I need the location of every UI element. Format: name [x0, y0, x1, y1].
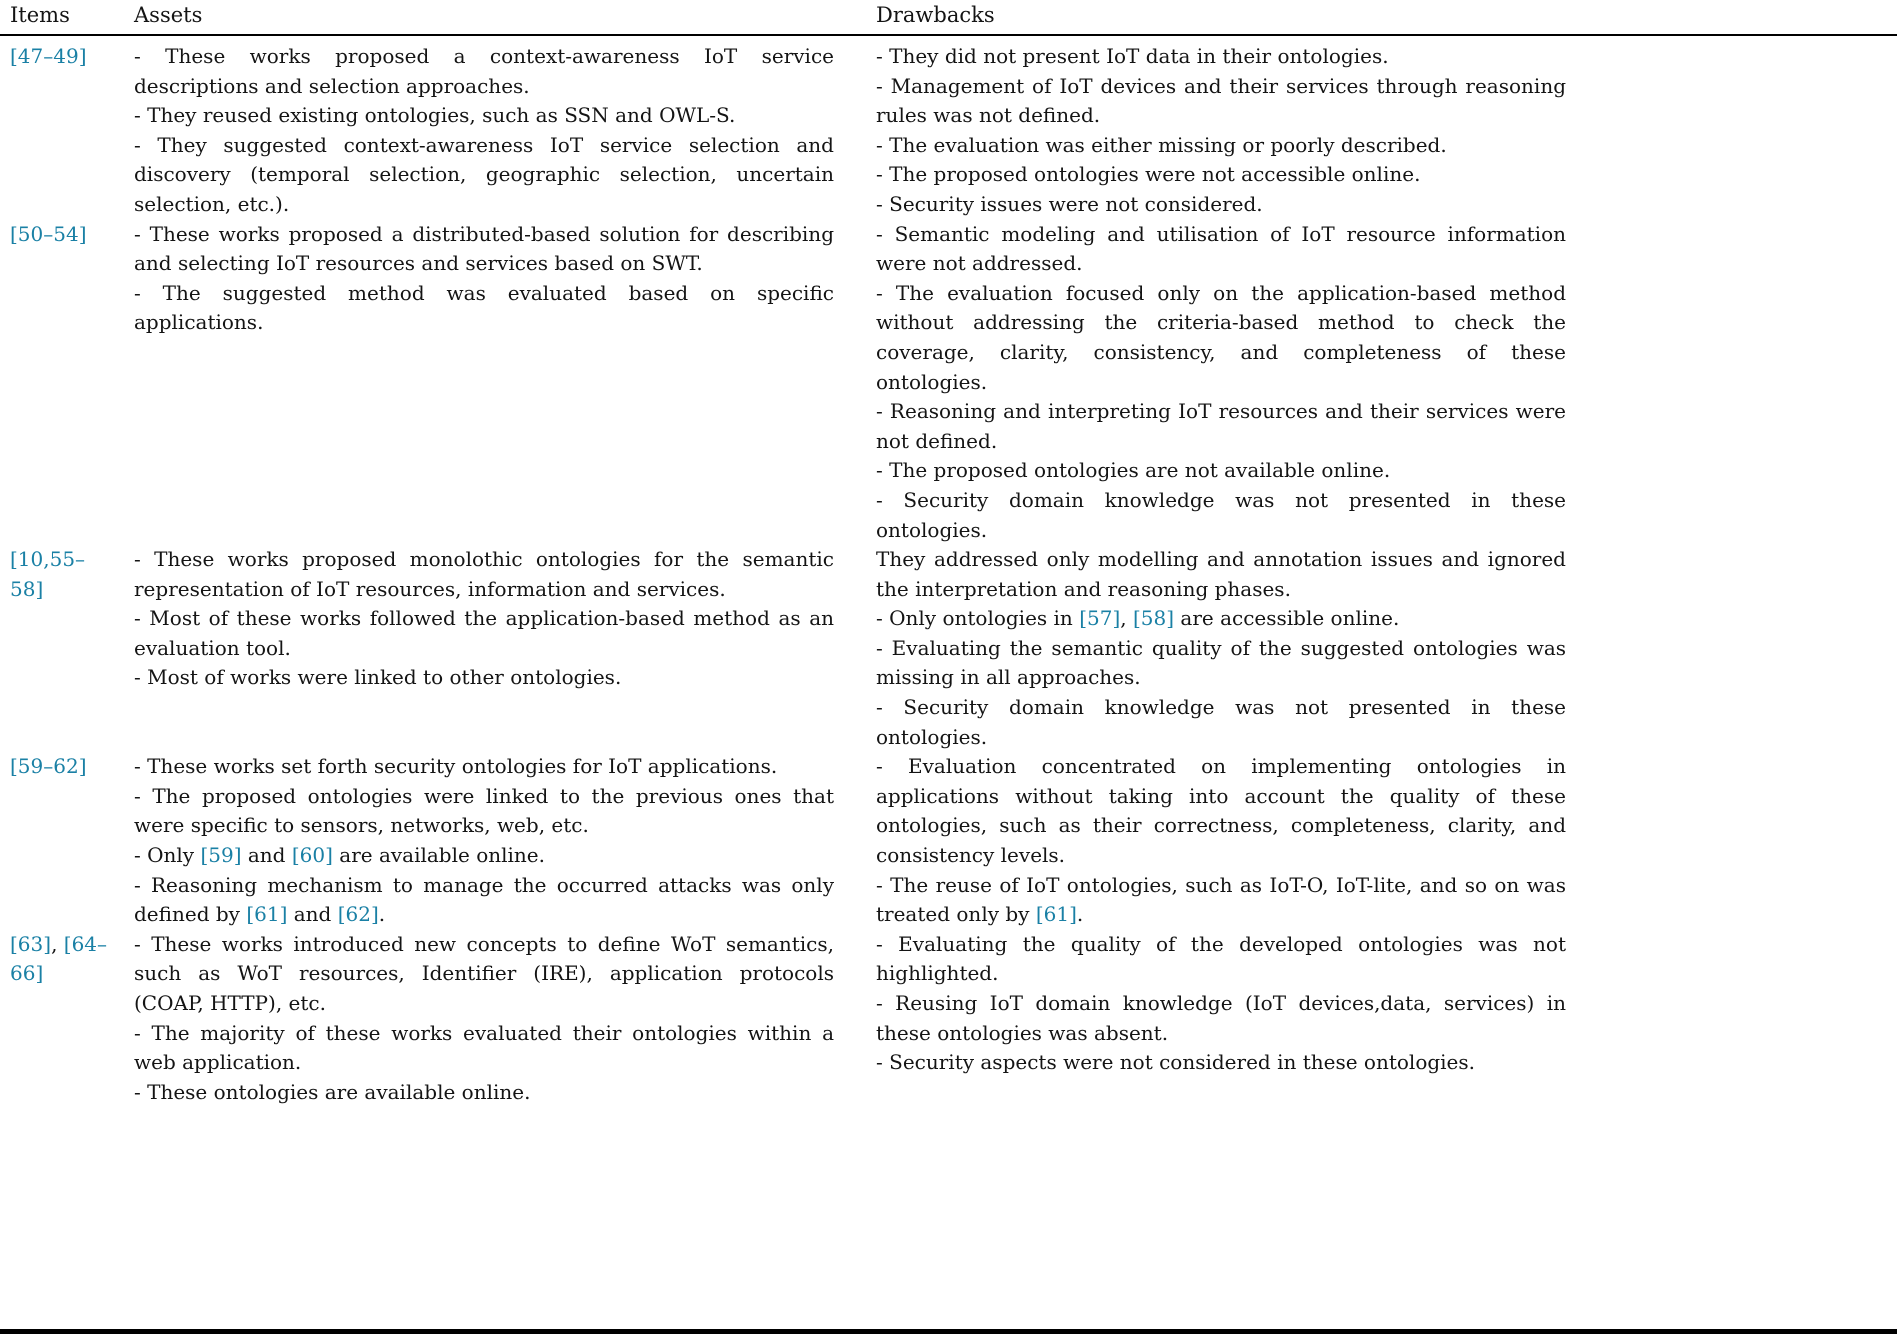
items-cell — [10, 42, 134, 220]
drawbacks-cell — [876, 220, 1566, 546]
citation-link[interactable]: [64–66] — [10, 931, 108, 986]
citation-link[interactable]: [58] — [1132, 606, 1175, 631]
bullet-line: - Only [59] and [60] are available online. — [134, 843, 545, 868]
citation-link[interactable]: [62] — [337, 902, 379, 927]
bullet-line: - Management of IoT devices and their services through reasoning rules was not defined. — [876, 73, 1566, 128]
citation-link[interactable]: [59–62] — [10, 754, 87, 779]
citation-link[interactable]: [61] — [246, 902, 288, 927]
bullet-line: - Security domain knowledge was not presented in these ontologies. — [876, 695, 1566, 749]
items-cell — [10, 220, 134, 546]
table-header — [0, 0, 1897, 36]
bullet-line: - The evaluation focused only on the application-based method without addressing the criteria-based method to check the coverage, clarity, consistency, and completeness of these ontologies. — [876, 280, 1566, 394]
bullet-line: - These works set forth security ontologies for IoT applications. — [134, 754, 778, 779]
bullet-line: - Only ontologies in [57], [58] are accessible online. — [876, 606, 1400, 631]
bullet-line: - Security domain knowledge was not presented in these ontologies. — [876, 487, 1566, 542]
bullet-line: - Semantic modeling and utilisation of IoT resource information were not addressed. — [876, 221, 1566, 276]
citation-link[interactable]: [60] — [291, 843, 333, 868]
bullet-line: - The proposed ontologies were linked to the previous ones that were specific to sensors, networks, web, etc. — [134, 783, 834, 838]
bullet-line: - The proposed ontologies were not accessible online. — [876, 162, 1421, 187]
bullet-line: - They suggested context-awareness IoT service selection and discovery (temporal selection, geographic selection, uncertain selection, etc.). — [134, 132, 834, 216]
table-row — [0, 42, 1897, 220]
bullet-line: - They reused existing ontologies, such as SSN and OWL-S. — [134, 103, 736, 128]
bullet-line: - They did not present IoT data in their ontologies. — [876, 44, 1389, 68]
citation-link[interactable]: [47–49] — [10, 44, 87, 68]
bullet-line: - The proposed ontologies are not available online. — [876, 458, 1391, 483]
table-row — [0, 930, 1897, 1108]
bullet-line: - Evaluating the quality of the developed ontologies was not highlighted. — [876, 931, 1566, 986]
bullet-line: - Security aspects were not considered in these ontologies. — [876, 1050, 1476, 1075]
drawbacks-cell — [876, 42, 1566, 220]
citation-link[interactable]: [57] — [1079, 606, 1121, 631]
table-row — [0, 220, 1897, 546]
items-cell — [10, 545, 134, 752]
citation-link[interactable]: [61] — [1035, 902, 1077, 927]
assets-cell — [134, 752, 876, 930]
bullet-line: - Reasoning mechanism to manage the occurred attacks was only defined by [61] and [62]. — [134, 872, 834, 927]
table-row — [0, 752, 1897, 930]
citation-link[interactable]: [10,55–58] — [10, 547, 86, 601]
bullet-line: They addressed only modelling and annotation issues and ignored the interpretation and reasoning phases. — [876, 547, 1566, 601]
items-cell: [63], [64–66] — [10, 931, 108, 986]
bullet-line: - The suggested method was evaluated based on specific applications. — [134, 280, 834, 335]
assets-cell — [134, 930, 876, 1108]
bullet-line: - These works proposed a context-awareness IoT service descriptions and selection approaches. — [134, 44, 834, 98]
bullet-line: - The evaluation was either missing or poorly described. — [876, 132, 1447, 157]
bullet-line: - Most of these works followed the application-based method as an evaluation tool. — [134, 606, 834, 660]
drawbacks-cell — [876, 930, 1566, 1108]
column-header-items: Items — [10, 3, 70, 27]
bullet-line: - These works introduced new concepts to define WoT semantics, such as WoT resources, Identifier (IRE), application protocols (COAP, HTTP), etc. — [134, 931, 834, 1015]
column-header-assets: Assets — [134, 3, 203, 27]
bullet-line: - These ontologies are available online. — [134, 1079, 531, 1104]
column-header-drawbacks: Drawbacks — [876, 3, 995, 27]
assets-cell — [134, 42, 876, 220]
bullet-line: - These works proposed a distributed-based solution for describing and selecting IoT resources and services based on SWT. — [134, 221, 834, 276]
table-body — [0, 36, 1897, 1107]
assets-cell — [134, 545, 876, 752]
bullet-line: - Reusing IoT domain knowledge (IoT devices,data, services) in these ontologies was absent. — [876, 991, 1566, 1045]
drawbacks-cell — [876, 545, 1566, 752]
table-bottom-rule — [0, 1329, 1897, 1334]
items-cell — [10, 752, 134, 930]
bullet-line: - Evaluation concentrated on implementing ontologies in applications without taking into account the quality of these ontologies, such as their correctness, completeness, clarity, and consistency levels. — [876, 754, 1566, 868]
bullet-line: - These works proposed monolothic ontologies for the semantic representation of IoT resources, information and services. — [134, 547, 834, 601]
bullet-line: - Security issues were not considered. — [876, 191, 1263, 216]
assets-cell — [134, 220, 876, 546]
bullet-line: - Most of works were linked to other ontologies. — [134, 665, 622, 690]
bullet-line: - The reuse of IoT ontologies, such as IoT-O, IoT-lite, and so on was treated only by [61]. — [876, 872, 1566, 927]
citation-link[interactable]: [63] — [10, 931, 52, 956]
table-row — [0, 545, 1897, 752]
citation-link[interactable]: [50–54] — [10, 221, 87, 246]
bullet-line: - Reasoning and interpreting IoT resources and their services were not defined. — [876, 399, 1566, 453]
bullet-line: - The majority of these works evaluated their ontologies within a web application. — [134, 1020, 834, 1075]
citation-link[interactable]: [59] — [200, 843, 242, 868]
bullet-line: - Evaluating the semantic quality of the suggested ontologies was missing in all approaches. — [876, 635, 1566, 690]
drawbacks-cell — [876, 752, 1566, 930]
